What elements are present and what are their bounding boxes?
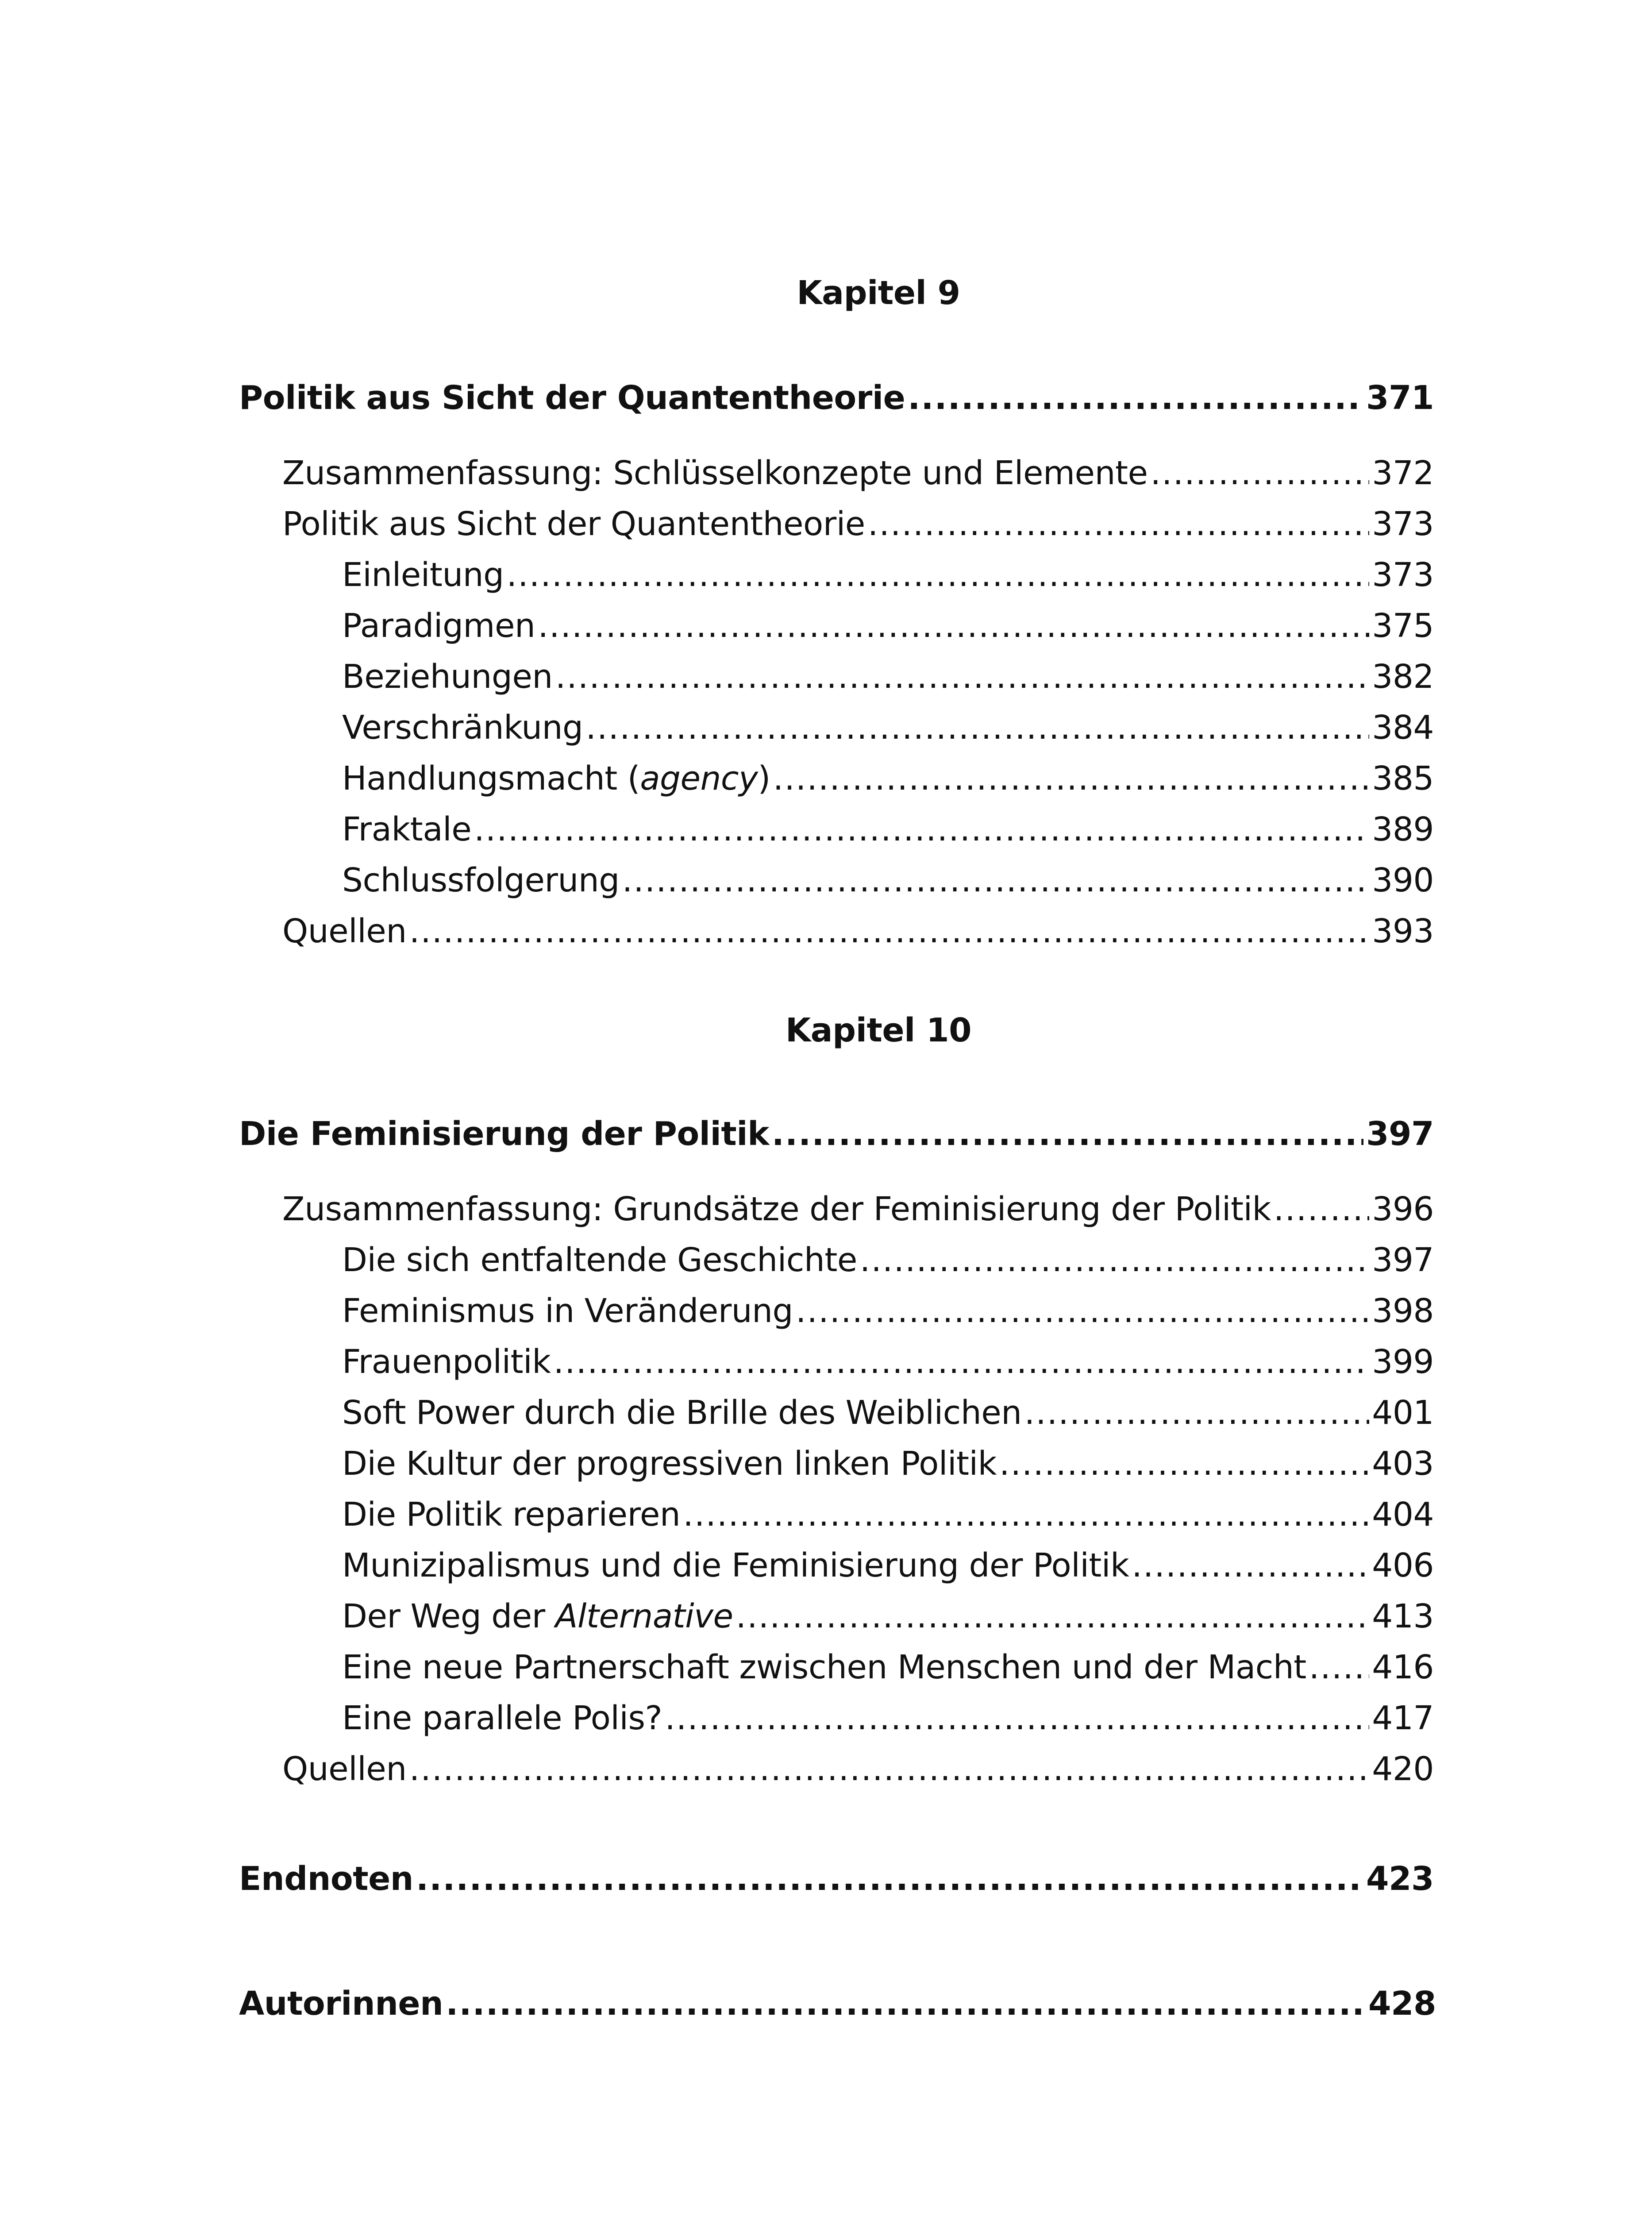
toc-entry-title: Eine neue Partnerschaft zwischen Menschen und der Macht — [342, 1648, 1306, 1686]
dot-leader — [1274, 1187, 1369, 1231]
toc-entry-page: 385 — [1372, 760, 1434, 798]
dot-leader — [474, 807, 1369, 852]
dot-leader — [773, 756, 1369, 801]
toc-entry-title: Die Politik reparieren — [342, 1496, 681, 1534]
toc-entry[interactable] — [342, 655, 1434, 699]
toc-entry-page: 371 — [1366, 379, 1434, 417]
toc-entry[interactable] — [342, 1442, 1434, 1486]
toc-entry-title: Autorinnen — [239, 1985, 443, 2023]
dot-leader — [1132, 1543, 1369, 1588]
toc-entry-title: Die sich entfaltende Geschichte — [342, 1241, 857, 1279]
dot-leader — [796, 1289, 1369, 1333]
toc-entry-title: Einleitung — [342, 556, 504, 594]
toc-entry[interactable] — [282, 451, 1434, 495]
toc-entry-page: 373 — [1372, 556, 1434, 594]
toc-entry-title: Handlungsmacht (agency) — [342, 760, 770, 798]
toc-entry-title: Feminismus in Veränderung — [342, 1292, 793, 1330]
toc-entry-title: Politik aus Sicht der Quantentheorie — [282, 505, 865, 543]
chapter-9-heading: Kapitel 9 — [797, 274, 960, 312]
toc-entry[interactable] — [342, 1289, 1434, 1333]
toc-entry[interactable] — [342, 1340, 1434, 1384]
toc-entry[interactable] — [282, 502, 1434, 546]
toc-entry-page: 406 — [1372, 1546, 1434, 1585]
dot-leader — [555, 655, 1369, 699]
dot-leader — [416, 1857, 1363, 1901]
dot-leader — [908, 376, 1363, 420]
dot-leader — [507, 553, 1370, 597]
toc-entry-title: Soft Power durch die Brille des Weiblichen — [342, 1394, 1022, 1432]
toc-entry-title: Zusammenfassung: Schlüsselkonzepte und Elemente — [282, 454, 1148, 492]
toc-entry-chapter-10-main[interactable] — [239, 1112, 1434, 1156]
dot-leader — [554, 1340, 1370, 1384]
toc-entry-page: 428 — [1368, 1985, 1436, 2023]
dot-leader — [1024, 1391, 1370, 1435]
toc-entry-title: Politik aus Sicht der Quantentheorie — [239, 379, 905, 417]
toc-entry-page: 389 — [1372, 810, 1434, 848]
table-of-contents — [239, 0, 1434, 2213]
dot-leader — [446, 1982, 1366, 2026]
toc-entry-page: 403 — [1372, 1445, 1434, 1483]
toc-entry-page: 390 — [1372, 861, 1434, 899]
dot-leader — [409, 909, 1370, 953]
toc-entry[interactable] — [342, 756, 1434, 801]
toc-entry-title: Quellen — [282, 912, 407, 950]
toc-entry-page: 420 — [1372, 1750, 1434, 1788]
toc-entry-title: Zusammenfassung: Grundsätze der Feminisierung der Politik — [282, 1190, 1271, 1228]
toc-entry-page: 397 — [1372, 1241, 1434, 1279]
toc-entry-page: 401 — [1372, 1394, 1434, 1432]
toc-entry-title: Verschränkung — [342, 709, 583, 747]
toc-entry[interactable] — [342, 1543, 1434, 1588]
toc-entry[interactable] — [282, 909, 1434, 953]
toc-entry[interactable] — [342, 604, 1434, 648]
toc-entry-page: 423 — [1366, 1860, 1434, 1898]
dot-leader — [860, 1238, 1369, 1282]
toc-entry-page: 397 — [1366, 1115, 1434, 1153]
toc-entry-page: 393 — [1372, 912, 1434, 950]
toc-entry[interactable] — [282, 1747, 1434, 1791]
dot-leader — [772, 1112, 1363, 1156]
toc-entry-page: 384 — [1372, 709, 1434, 747]
dot-leader — [1151, 451, 1370, 495]
toc-entry-page: 396 — [1372, 1190, 1434, 1228]
toc-entry[interactable] — [342, 1238, 1434, 1282]
toc-entry-page: 382 — [1372, 658, 1434, 696]
toc-entry-title: Die Kultur der progressiven linken Politik — [342, 1445, 997, 1483]
dot-leader — [999, 1442, 1369, 1486]
toc-entry[interactable] — [342, 1391, 1434, 1435]
toc-entry-page: 399 — [1372, 1343, 1434, 1381]
toc-entry[interactable] — [282, 1187, 1434, 1231]
toc-entry-page: 372 — [1372, 454, 1434, 492]
toc-entry-title: Munizipalismus und die Feminisierung der Politik — [342, 1546, 1129, 1585]
dot-leader — [665, 1696, 1369, 1740]
dot-leader — [1309, 1645, 1369, 1689]
toc-entry-title: Endnoten — [239, 1860, 413, 1898]
toc-entry-page: 404 — [1372, 1496, 1434, 1534]
dot-leader — [538, 604, 1369, 648]
toc-entry[interactable] — [342, 807, 1434, 852]
dot-leader — [622, 858, 1370, 902]
toc-entry[interactable] — [342, 706, 1434, 750]
toc-entry[interactable] — [342, 858, 1434, 902]
toc-entry-title: Eine parallele Polis? — [342, 1699, 662, 1737]
toc-entry[interactable] — [342, 1645, 1434, 1689]
toc-entry[interactable] — [342, 1492, 1434, 1537]
toc-entry-endnoten[interactable] — [239, 1857, 1434, 1901]
dot-leader — [586, 706, 1370, 750]
toc-entry-title: Der Weg der Alternative — [342, 1597, 733, 1635]
chapter-10-heading: Kapitel 10 — [785, 1011, 972, 1049]
toc-entry-chapter-9-main[interactable] — [239, 376, 1434, 420]
dot-leader — [736, 1594, 1370, 1639]
toc-entry-title: Schlussfolgerung — [342, 861, 620, 899]
dot-leader — [868, 502, 1369, 546]
toc-entry-title: Frauenpolitik — [342, 1343, 551, 1381]
toc-entry-page: 375 — [1372, 607, 1434, 645]
toc-entry-page: 398 — [1372, 1292, 1434, 1330]
dot-leader — [409, 1747, 1370, 1791]
toc-entry-title: Quellen — [282, 1750, 407, 1788]
toc-entry[interactable] — [342, 1594, 1434, 1639]
dot-leader — [683, 1492, 1369, 1537]
toc-entry-page: 416 — [1372, 1648, 1434, 1686]
toc-entry-title: Beziehungen — [342, 658, 553, 696]
toc-entry-title: Paradigmen — [342, 607, 535, 645]
toc-entry-title: Die Feminisierung der Politik — [239, 1115, 769, 1153]
toc-entry-page: 413 — [1372, 1597, 1434, 1635]
toc-entry[interactable] — [342, 1696, 1434, 1740]
toc-entry[interactable] — [342, 553, 1434, 597]
toc-entry-page: 373 — [1372, 505, 1434, 543]
toc-entry-title: Fraktale — [342, 810, 472, 848]
toc-entry-autorinnen[interactable] — [239, 1982, 1436, 2026]
toc-entry-page: 417 — [1372, 1699, 1434, 1737]
